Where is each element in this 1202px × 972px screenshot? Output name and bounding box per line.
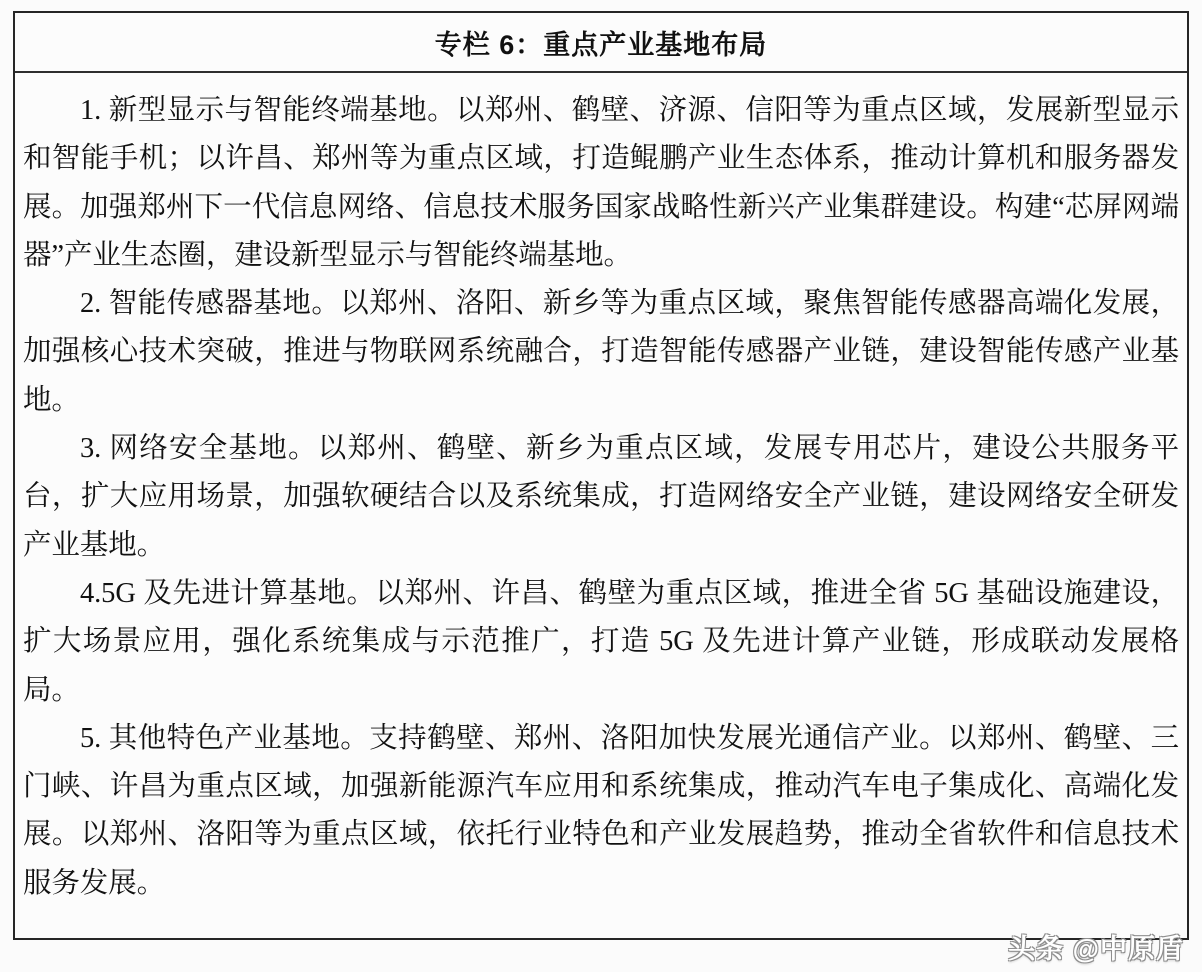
paragraph-4: 4.5G 及先进计算基地。以郑州、许昌、鹤壁为重点区域，推进全省 5G 基础设施建设，扩大场景应用，强化系统集成与示范推广，打造 5G 及先进计算产业链，形成联动发展格局。 <box>23 577 1179 706</box>
column-box-title: 专栏 6：重点产业基地布局 <box>434 29 768 60</box>
paragraph-1: 1. 新型显示与智能终端基地。以郑州、鹤壁、济源、信阳等为重点区域，发展新型显示和智能手机；以许昌、郑州等为重点区域，打造鲲鹏产业生态体系，推动计算机和服务器发展。加强郑州下一代信息网络、信息技术服务国家战略性新兴产业集群建设。构建“芯屏网端器”产业生态圈，建设新型显示与智能终端基地。 <box>23 95 1179 271</box>
paragraph-3: 3. 网络安全基地。以郑州、鹤壁、新乡为重点区域，发展专用芯片，建设公共服务平台，扩大应用场景，加强软硬结合以及系统集成，打造网络安全产业链，建设网络安全研发产业基地。 <box>23 433 1179 561</box>
watermark-text: 头条 @中原盾 <box>1008 934 1184 964</box>
column-box-body-row <box>15 73 1187 938</box>
paragraph-5: 5. 其他特色产业基地。支持鹤壁、郑州、洛阳加快发展光通信产业。以郑州、鹤壁、三门峡、许昌为重点区域，加强新能源汽车应用和系统集成，推动汽车电子集成化、高端化发展。以郑州、洛阳等为重点区域，依托行业特色和产业发展趋势，推动全省软件和信息技术服务发展。 <box>23 722 1179 899</box>
paragraph-2: 2. 智能传感器基地。以郑州、洛阳、新乡等为重点区域，聚焦智能传感器高端化发展，加强核心技术突破，推进与物联网系统融合，打造智能传感器产业链，建设智能传感产业基地。 <box>23 288 1179 416</box>
column-box-title-row <box>15 13 1187 73</box>
column-box-table <box>13 11 1189 940</box>
